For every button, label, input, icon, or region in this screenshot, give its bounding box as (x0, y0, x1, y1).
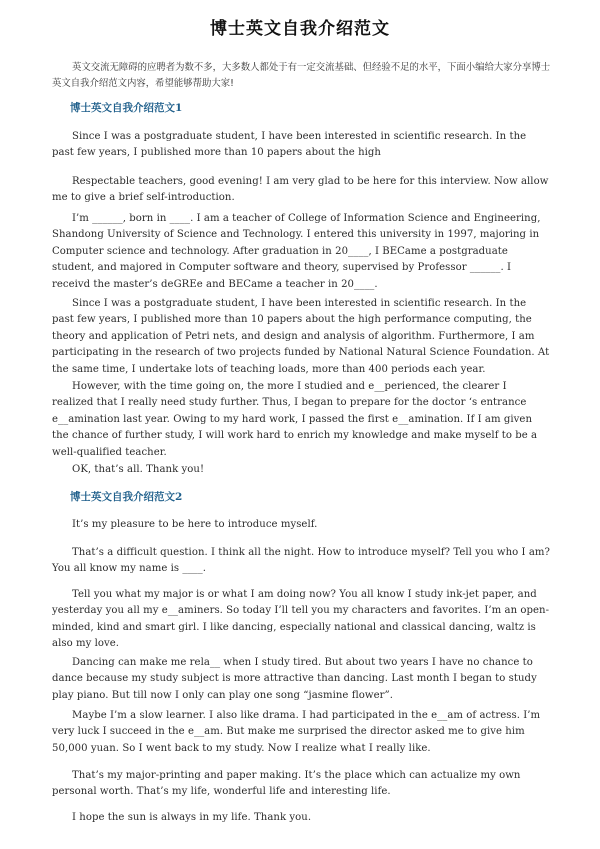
section-1-paragraph-1: Since I was a postgraduate student, I have been interested in scientific research. In the past few years, I published more than 10 papers about the high (52, 131, 527, 159)
section-2-paragraph-1: It’s my pleasure to be here to introduce myself. (72, 519, 318, 530)
section-1-paragraph-5: However, with the time going on, the more I studied and e__perienced, the clearer I realized that I really need study further. Thus, I began to prepare for the doctor ‘s entrance e__amination last year. Owing to my hard work, I passed the first e__amination. If I am given the chance of further study, I will work hard to enrich my knowledge and make myself to be a well-qualified teacher. (52, 381, 538, 458)
section-1-paragraph-4: Since I was a postgraduate student, I have been interested in scientific research. In the past few years, I published more than 10 papers about the high performance computing, the theory and application of Petri nets, and design and analysis of algorithm. Furthermore, I am participating in the research of two projects funded by National Natural Science Foundation. At the same time, I undertake lots of teaching loads, more than 400 periods each year. (52, 298, 550, 375)
section-2-paragraph-4: Dancing can make me rela__ when I study tired. But about two years I have no chance to dance because my study subject is more attractive than dancing. Last month I began to study play piano. But till now I only can play one song “jasmine flower”. (52, 657, 537, 701)
section-2-paragraph-5: Maybe I’m a slow learner. I also like drama. I had participated in the e__am of actress. I’m very luck I succeed in the e__am. But make me surprised the director asked me to give him 50,000 yuan. So I went back to my study. Now I realize what I really like. (52, 710, 541, 754)
section-2-paragraph-2: That’s a difficult question. I think all the night. How to introduce myself? Tell you who I am? You all know my name is ____. (52, 547, 550, 575)
section-2-paragraph-7: I hope the sun is always in my life. Thank you. (72, 812, 312, 823)
section-1-paragraph-6: OK, that’s all. Thank you! (72, 464, 205, 475)
section-2-paragraph-3: Tell you what my major is or what I am doing now? You all know I study ink-jet paper, and yesterday you all my e__aminers. So today I’ll tell you my characters and favorites. I’m an open-minded, kind and smart girl. I like dancing, especially national and classical dancing, waltz is also my love. (52, 589, 550, 650)
section-heading-1: 博士英文自我介绍范文1 (70, 102, 183, 114)
intro-paragraph: 英文交流无障碍的应聘者为数不多，大多数人都处于有一定交流基础、但经验不足的水平，下面小编给大家分享博士英文自我介绍范文内容，希望能够帮助大家! (52, 62, 551, 89)
document-title: 博士英文自我介绍范文 (210, 19, 390, 39)
section-2-paragraph-6: That’s my major-printing and paper making. It’s the place which can actualize my own personal worth. That’s my life, wonderful life and interesting life. (52, 770, 521, 798)
section-1-paragraph-2: Respectable teachers, good evening! I am very glad to be here for this interview. Now allow me to give a brief self-introduction. (52, 176, 549, 204)
section-1-paragraph-3: I’m ______, born in ____. I am a teacher of College of Information Science and Engineering, Shandong University of Science and Technology. I entered this university in 1997, majoring in Computer science and technology. After graduation in 20____, I BECame a postgraduate student, and majored in Computer software and theory, supervised by Professor ______. I receivd the master’s deGREe and BECame a teacher in 20____. (52, 213, 541, 290)
section-heading-2: 博士英文自我介绍范文2 (70, 491, 183, 503)
